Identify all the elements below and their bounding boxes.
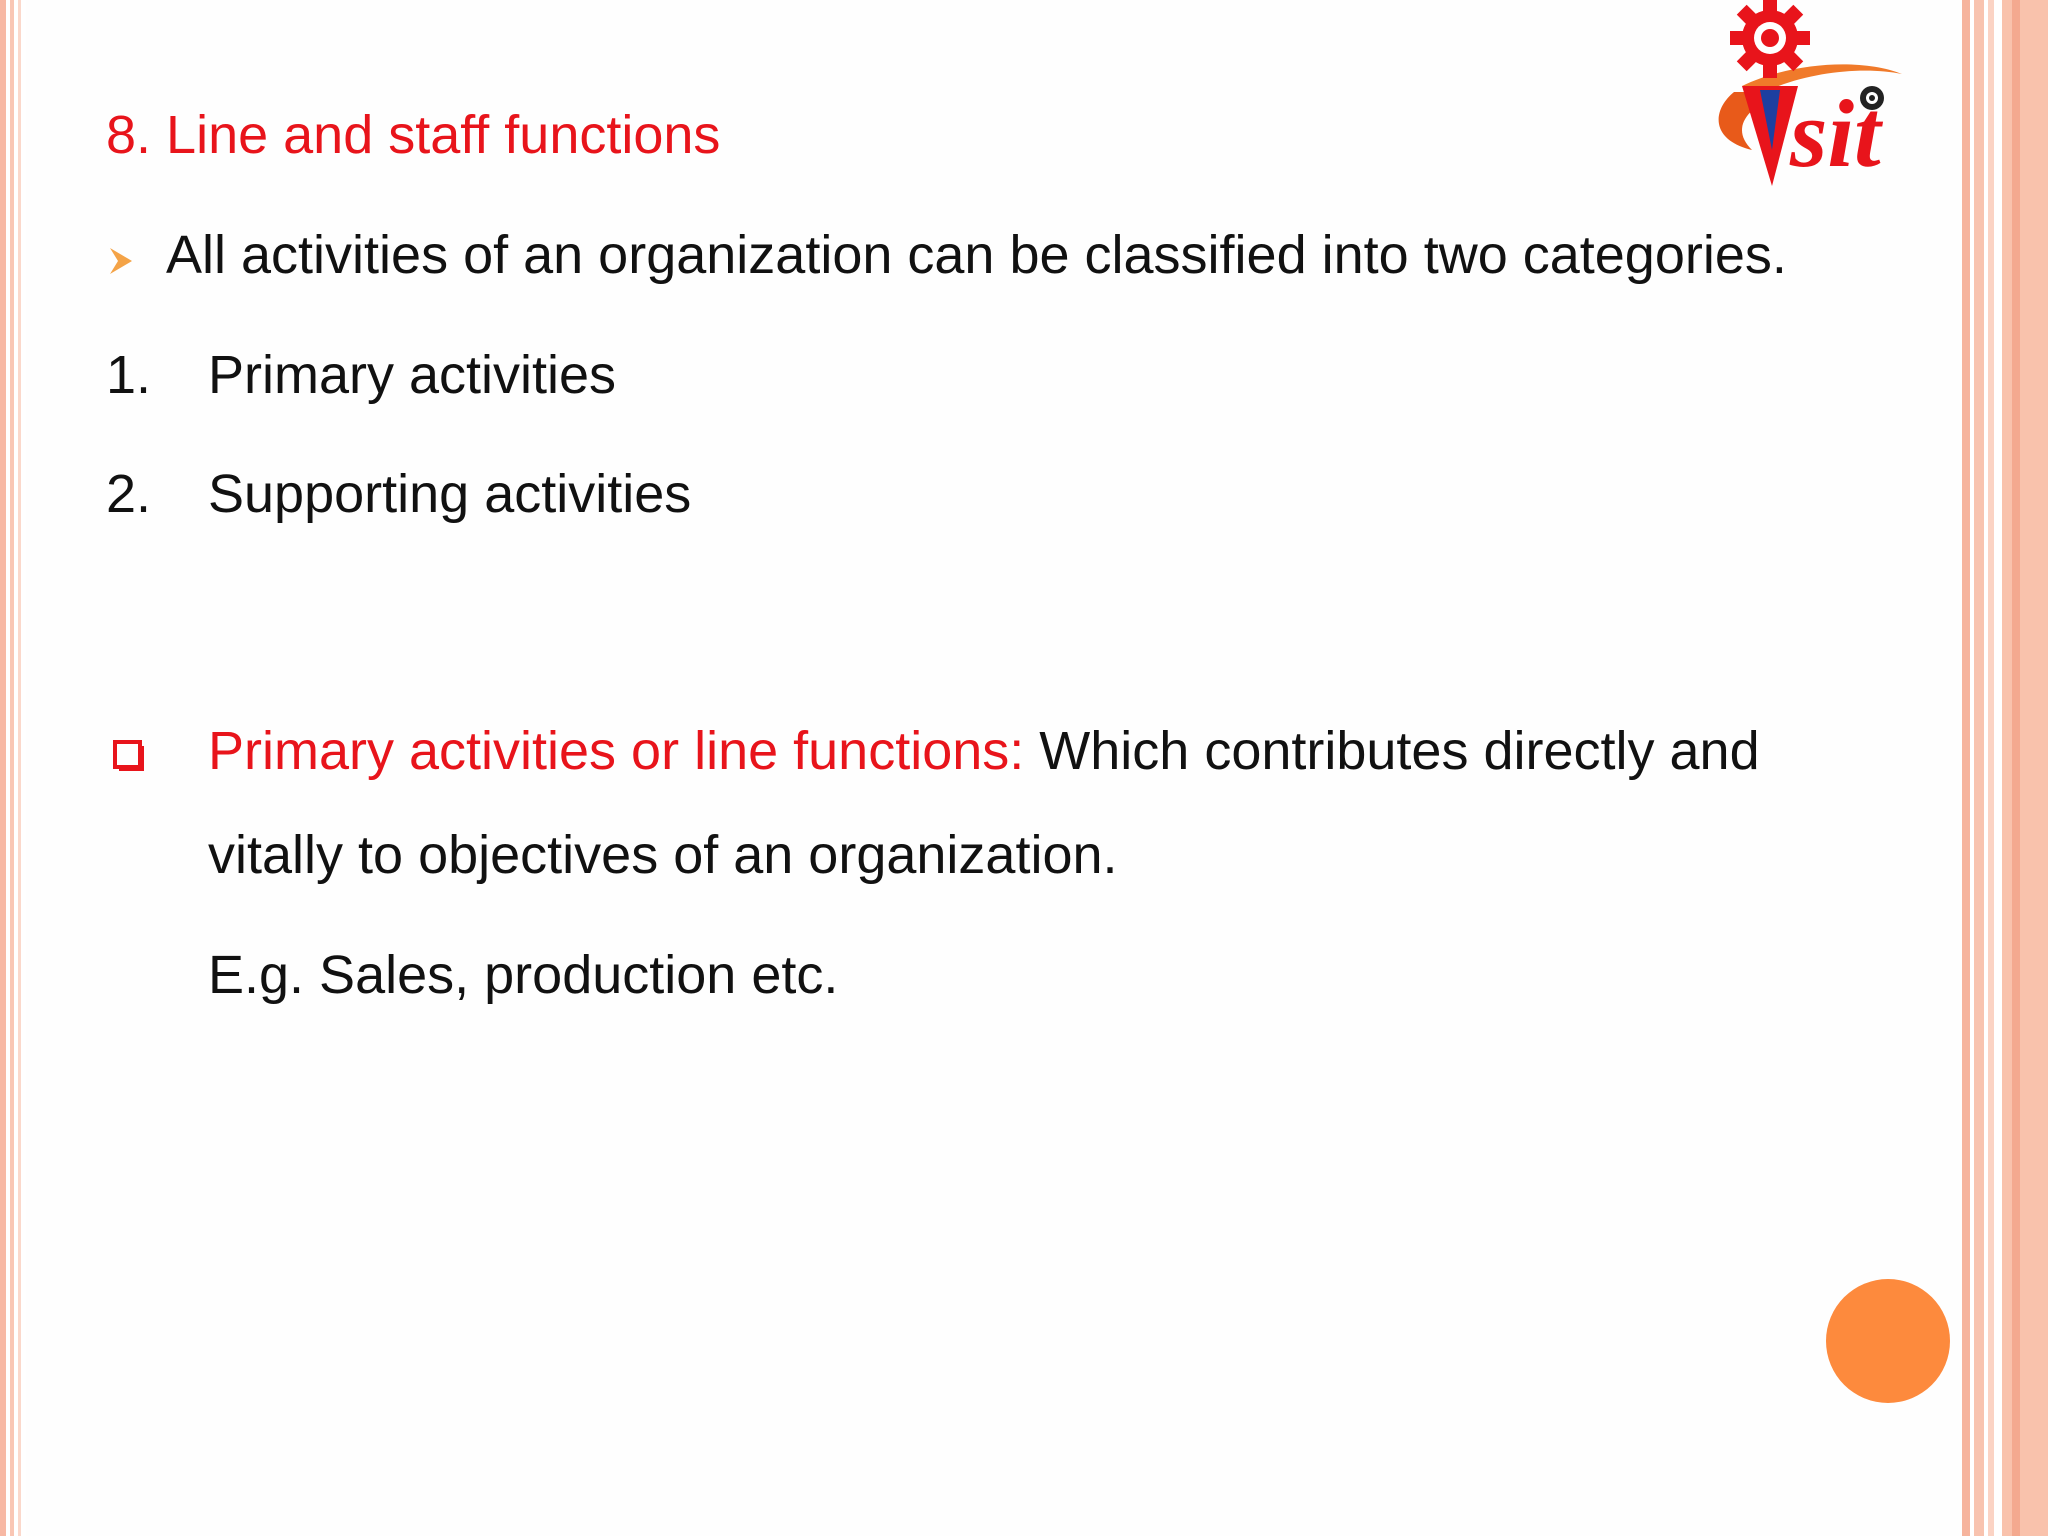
list-number-1: 1. xyxy=(106,345,152,405)
left-border-decoration xyxy=(0,0,26,1536)
orange-circle-decoration xyxy=(1826,1279,1950,1403)
intro-text: All activities of an organization can be classified into two categories. xyxy=(166,225,1787,285)
slide-title: 8. Line and staff functions xyxy=(106,105,721,165)
institute-logo xyxy=(1672,0,1932,196)
right-border-decoration xyxy=(1962,0,2048,1536)
definition-example: E.g. Sales, production etc. xyxy=(208,945,839,1005)
definition-line-1 xyxy=(208,720,1760,782)
gear-icon xyxy=(1730,0,1810,78)
definition-line-2: vitally to objectives of an organization. xyxy=(208,825,1118,885)
arrow-bullet-icon xyxy=(108,246,134,276)
definition-term: Primary activities or line functions: xyxy=(208,721,1025,781)
svg-text:sit: sit xyxy=(1790,80,1881,187)
definition-text-1: Which contributes directly and xyxy=(1024,721,1760,781)
checkbox-bullet-icon xyxy=(110,733,148,771)
list-number-2: 2. xyxy=(106,464,152,524)
list-item-primary-activities: Primary activities xyxy=(208,345,617,405)
list-item-supporting-activities: Supporting activities xyxy=(208,464,692,524)
